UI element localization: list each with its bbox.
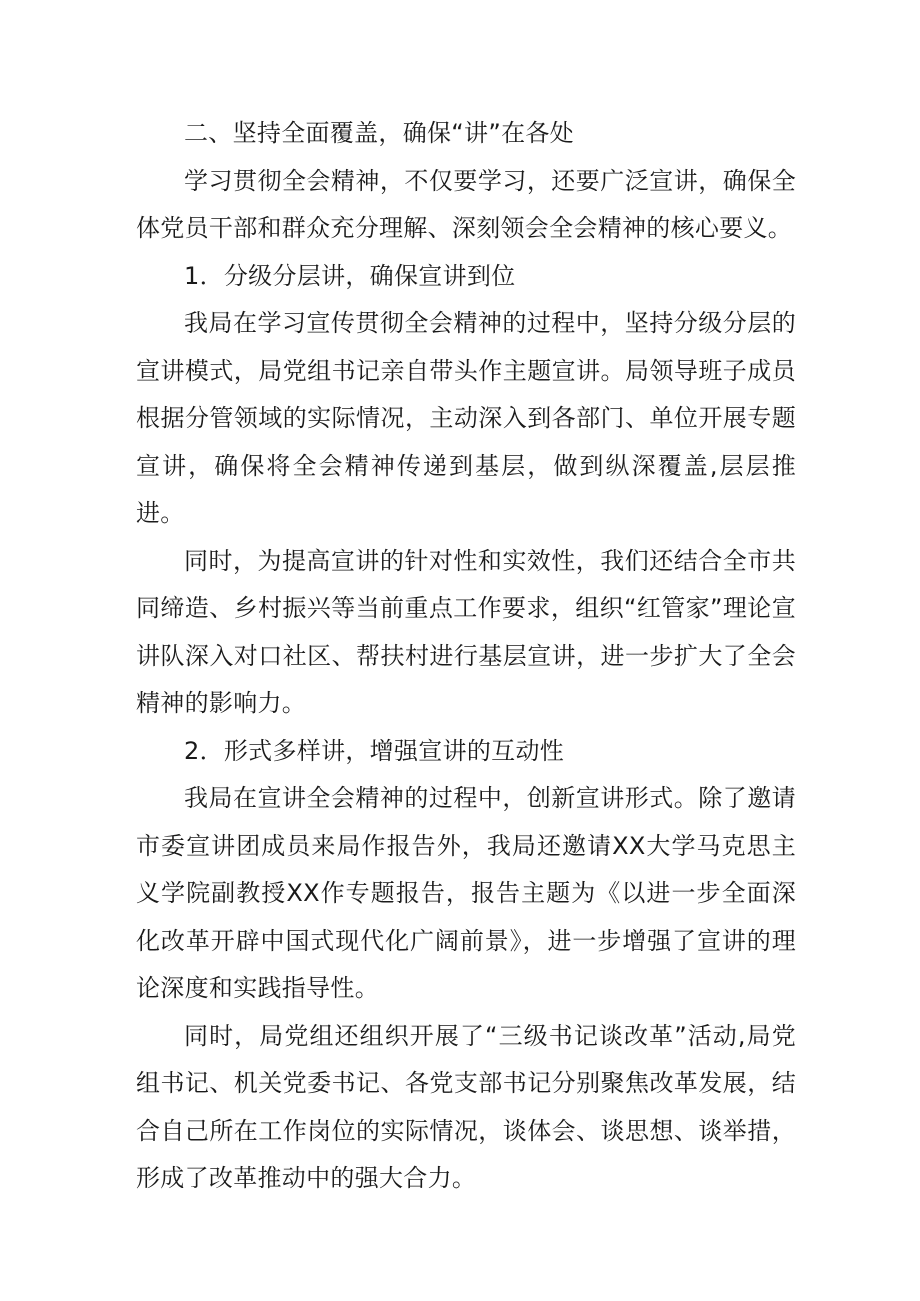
subsection-1-heading: 1．分级分层讲，确保宣讲到位 bbox=[184, 261, 516, 290]
subsection-2-heading: 2．形式多样讲，增强宣讲的互动性 bbox=[184, 736, 565, 765]
intro-paragraph: 学习贯彻全会精神，不仅要学习，还要广泛宣讲，确保全体党员干部和群众充分理解、深刻领会全会精神的核心要义。 bbox=[136, 166, 796, 242]
subsection-2-paragraph-2: 同时，局党组还组织开展了“三级书记谈改革”活动,局党组书记、机关党委书记、各党支部书记分别聚焦改革发展，结合自己所在工作岗位的实际情况，谈体会、谈思想、谈举措，形成了改革推动中的强大合力。 bbox=[136, 1021, 796, 1192]
document-body bbox=[136, 110, 796, 1203]
subsection-1-paragraph-1: 我局在学习宣传贯彻全会精神的过程中，坚持分级分层的宣讲模式，局党组书记亲自带头作主题宣讲。局领导班子成员根据分管领域的实际情况，主动深入到各部门、单位开展专题宣讲，确保将全会精神传递到基层，做到纵深覆盖,层层推进。 bbox=[136, 309, 796, 527]
subsection-1-paragraph-2: 同时，为提高宣讲的针对性和实效性，我们还结合全市共同缔造、乡村振兴等当前重点工作要求，组织“红管家”理论宣讲队深入对口社区、帮扶村进行基层宣讲，进一步扩大了全会精神的影响力。 bbox=[136, 546, 796, 717]
subsection-2-paragraph-1: 我局在宣讲全会精神的过程中，创新宣讲形式。除了邀请市委宣讲团成员来局作报告外，我局还邀请XX大学马克思主义学院副教授XX作专题报告，报告主题为《以进一步全面深化改革开辟中国式现代化广阔前景》，进一步增强了宣讲的理论深度和实践指导性。 bbox=[136, 784, 796, 1002]
section-heading: 二、坚持全面覆盖，确保“讲”在各处 bbox=[184, 119, 574, 147]
